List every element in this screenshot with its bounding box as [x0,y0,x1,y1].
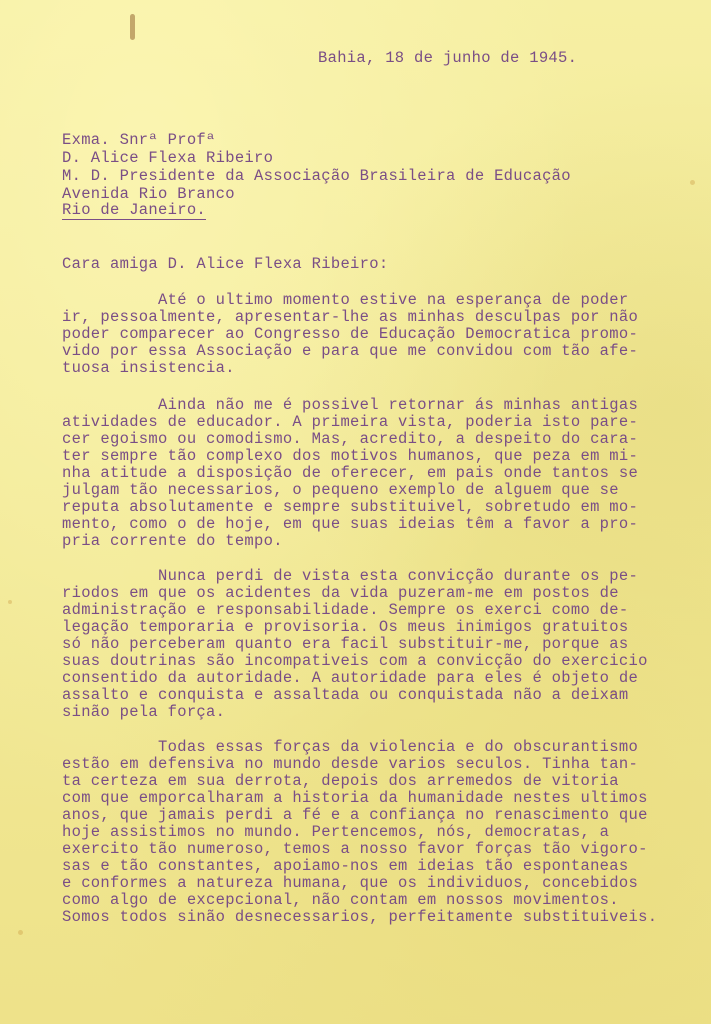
text-line: e conformes a natureza humana, que os individuos, concebidos [62,874,639,892]
text-line: reputa absolutamente e sempre substituivel, sobretudo em mo- [62,498,639,516]
text-line: julgam tão necessarios, o pequeno exemplo de alguem que se [62,481,619,499]
text-line: pria corrente do tempo. [62,532,283,550]
text-line: assalto e conquista e assaltada ou conquistada não a deixam [62,686,629,704]
text-line: riodos em que os acidentes da vida puzeram-me em postos de [62,584,619,602]
text-line: só não perceberam quanto era facil substituir-me, porque as [62,635,629,653]
text-line: anos, que jamais perdi a fé e a confiança no renascimento que [62,806,648,824]
text-line: cer egoismo ou comodismo. Mas, acredito, a despeito do cara- [62,430,639,448]
address-line: Exma. Snrª Profª [62,131,216,149]
text-line: com que emporcalharam a historia da humanidade nestes ultimos [62,789,648,807]
text-line: poder comparecer ao Congresso de Educação Democratica promo- [62,325,639,343]
text-line: vido por essa Associação e para que me convidou com tão afe- [62,342,639,360]
address-line: D. Alice Flexa Ribeiro [62,149,274,167]
address-line: Avenida Rio Branco [62,185,235,203]
text-line: ter sempre tão complexo dos motivos humanos, que peza em mi- [62,447,639,465]
letter-date: Bahia, 18 de junho de 1945. [318,49,578,67]
text-line: exercito tão numeroso, temos a nosso favor forças tão vigoro- [62,840,648,858]
text-line: mento, como o de hoje, em que suas ideias têm a favor a pro- [62,515,639,533]
text-line: nha atitude a disposição de oferecer, em pais onde tantos se [62,464,639,482]
text-line: Ainda não me é possivel retornar ás minhas antigas [62,396,639,414]
ink-stain [690,180,695,185]
text-line: legação temporaria e provisoria. Os meus inimigos gratuitos [62,618,629,636]
text-line: atividades de educador. A primeira vista, poderia isto pare- [62,413,639,431]
text-line: ta certeza em sua derrota, depois dos arremedos de vitoria [62,772,619,790]
address-line: Rio de Janeiro. [62,201,207,219]
text-line: Todas essas forças da violencia e do obscurantismo [62,738,639,756]
text-line: como algo de excepcional, não contam em nossos movimentos. [62,891,619,909]
text-line: Somos todos sinão desnecessarios, perfeitamente substituiveis. [62,908,658,926]
ink-stain [130,14,135,40]
text-line: consentido da autoridade. A autoridade para eles é objeto de [62,669,639,687]
ink-stain [18,930,23,935]
salutation: Cara amiga D. Alice Flexa Ribeiro: [62,255,389,273]
text-line: Nunca perdi de vista esta convicção durante os pe- [62,567,639,585]
text-line: sas e tão constantes, apoiamo-nos em ideias tão espontaneas [62,857,629,875]
text-line: Até o ultimo momento estive na esperança de poder [62,291,629,309]
address-line: M. D. Presidente da Associação Brasileira de Educação [62,167,571,185]
text-line: suas doutrinas são incompativeis com a convicção do exercicio [62,652,648,670]
text-line: hoje assistimos no mundo. Pertencemos, nós, democratas, a [62,823,610,841]
text-line: estão em defensiva no mundo desde varios seculos. Tinha tan- [62,755,639,773]
text-line: sinão pela força. [62,703,226,721]
text-line: tuosa insistencia. [62,359,235,377]
ink-stain [8,600,12,604]
text-line: administração e responsabilidade. Sempre os exerci como de- [62,601,629,619]
text-line: ir, pessoalmente, apresentar-lhe as minhas desculpas por não [62,308,639,326]
